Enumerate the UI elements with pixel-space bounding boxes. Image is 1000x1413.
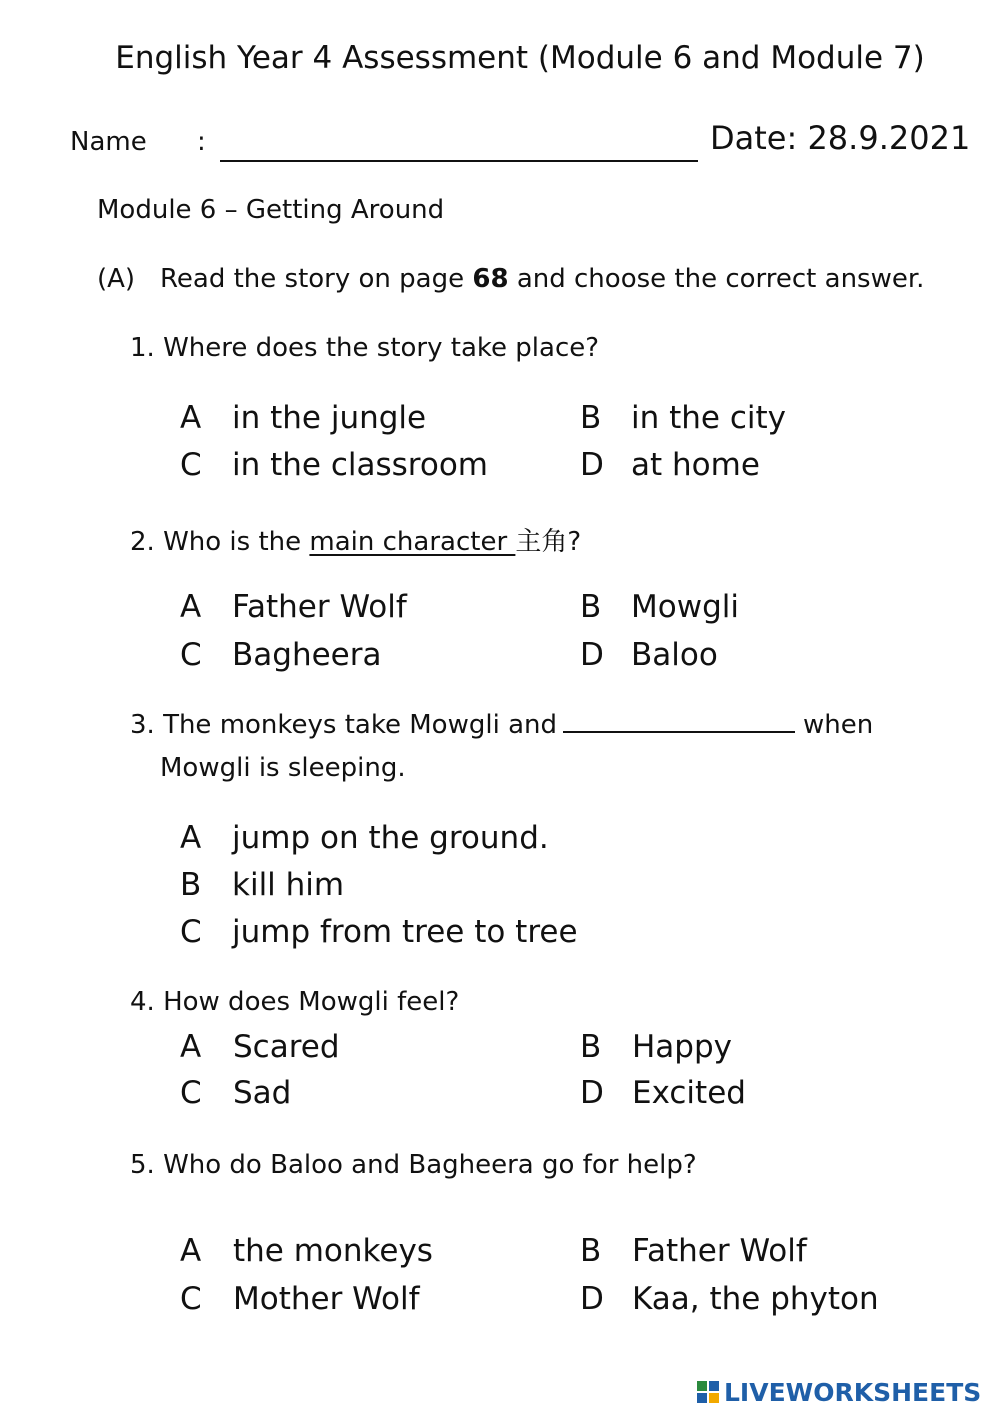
module-heading: Module 6 – Getting Around (97, 195, 445, 225)
q5-option-b-letter[interactable]: B (580, 1233, 602, 1269)
q1-option-b-letter[interactable]: B (580, 400, 602, 436)
q3-prefix: 3. The monkeys take Mowgli and (130, 710, 557, 740)
instruction-text-before: Read the story on page (160, 264, 473, 294)
q2-option-b-text[interactable]: Mowgli (631, 589, 739, 625)
q5-option-a-text[interactable]: the monkeys (233, 1233, 433, 1269)
section-instruction (160, 264, 924, 294)
q2-suffix: 主角? (515, 527, 582, 557)
q5-option-d-text[interactable]: Kaa, the phyton (632, 1281, 879, 1317)
q3-option-c-letter[interactable]: C (180, 914, 202, 950)
q2-option-a-letter[interactable]: A (180, 589, 202, 625)
q3-option-b-text[interactable]: kill him (232, 867, 345, 903)
q1-option-d-letter[interactable]: D (580, 447, 604, 483)
q5-option-a-letter[interactable]: A (180, 1233, 202, 1269)
q4-option-c-text[interactable]: Sad (233, 1075, 292, 1111)
q3-option-a-text[interactable]: jump on the ground. (232, 820, 549, 856)
q5-option-c-text[interactable]: Mother Wolf (233, 1281, 420, 1317)
liveworksheets-watermark: LIVEWORKSHEETS (724, 1378, 982, 1407)
q3-suffix: when (802, 710, 874, 740)
page-title: English Year 4 Assessment (Module 6 and Module 7) (115, 40, 925, 76)
section-letter: (A) (97, 264, 136, 294)
liveworksheets-logo-icon (697, 1381, 719, 1403)
q1-option-a-text[interactable]: in the jungle (232, 400, 427, 436)
instruction-page-number: 68 (472, 264, 509, 294)
name-colon: : (197, 127, 206, 157)
instruction-text-after: and choose the correct answer. (508, 264, 925, 294)
q2-option-c-text[interactable]: Bagheera (232, 637, 382, 673)
q2-option-a-text[interactable]: Father Wolf (232, 589, 407, 625)
q2-prefix: 2. Who is the (130, 527, 310, 557)
q4-option-c-letter[interactable]: C (180, 1075, 202, 1111)
q2-option-b-letter[interactable]: B (580, 589, 602, 625)
q4-option-b-letter[interactable]: B (580, 1029, 602, 1065)
q1-option-c-text[interactable]: in the classroom (232, 447, 488, 483)
q5-option-c-letter[interactable]: C (180, 1281, 202, 1317)
question-3 (130, 710, 873, 740)
q2-option-c-letter[interactable]: C (180, 637, 202, 673)
q5-option-b-text[interactable]: Father Wolf (632, 1233, 807, 1269)
question-1: 1. Where does the story take place? (130, 333, 600, 363)
question-2 (130, 521, 581, 558)
question-3-line-2: Mowgli is sleeping. (160, 753, 406, 783)
q2-option-d-text[interactable]: Baloo (631, 637, 718, 673)
q4-option-d-text[interactable]: Excited (632, 1075, 746, 1111)
q4-option-d-letter[interactable]: D (580, 1075, 604, 1111)
q1-option-b-text[interactable]: in the city (631, 400, 786, 436)
q4-option-a-text[interactable]: Scared (233, 1029, 340, 1065)
name-label: Name (70, 127, 147, 157)
q3-option-c-text[interactable]: jump from tree to tree (232, 914, 578, 950)
q2-underlined-term: main character (309, 527, 516, 557)
q3-option-a-letter[interactable]: A (180, 820, 202, 856)
q1-option-d-text[interactable]: at home (631, 447, 760, 483)
question-4: 4. How does Mowgli feel? (130, 987, 460, 1017)
q4-option-b-text[interactable]: Happy (632, 1029, 733, 1065)
q3-option-b-letter[interactable]: B (180, 867, 202, 903)
q5-option-d-letter[interactable]: D (580, 1281, 604, 1317)
question-5: 5. Who do Baloo and Bagheera go for help? (130, 1150, 697, 1180)
date: Date: 28.9.2021 (710, 119, 971, 157)
q2-option-d-letter[interactable]: D (580, 637, 604, 673)
q1-option-a-letter[interactable]: A (180, 400, 202, 436)
q4-option-a-letter[interactable]: A (180, 1029, 202, 1065)
name-answer-line[interactable] (220, 160, 698, 162)
q3-blank[interactable] (563, 713, 795, 733)
q1-option-c-letter[interactable]: C (180, 447, 202, 483)
